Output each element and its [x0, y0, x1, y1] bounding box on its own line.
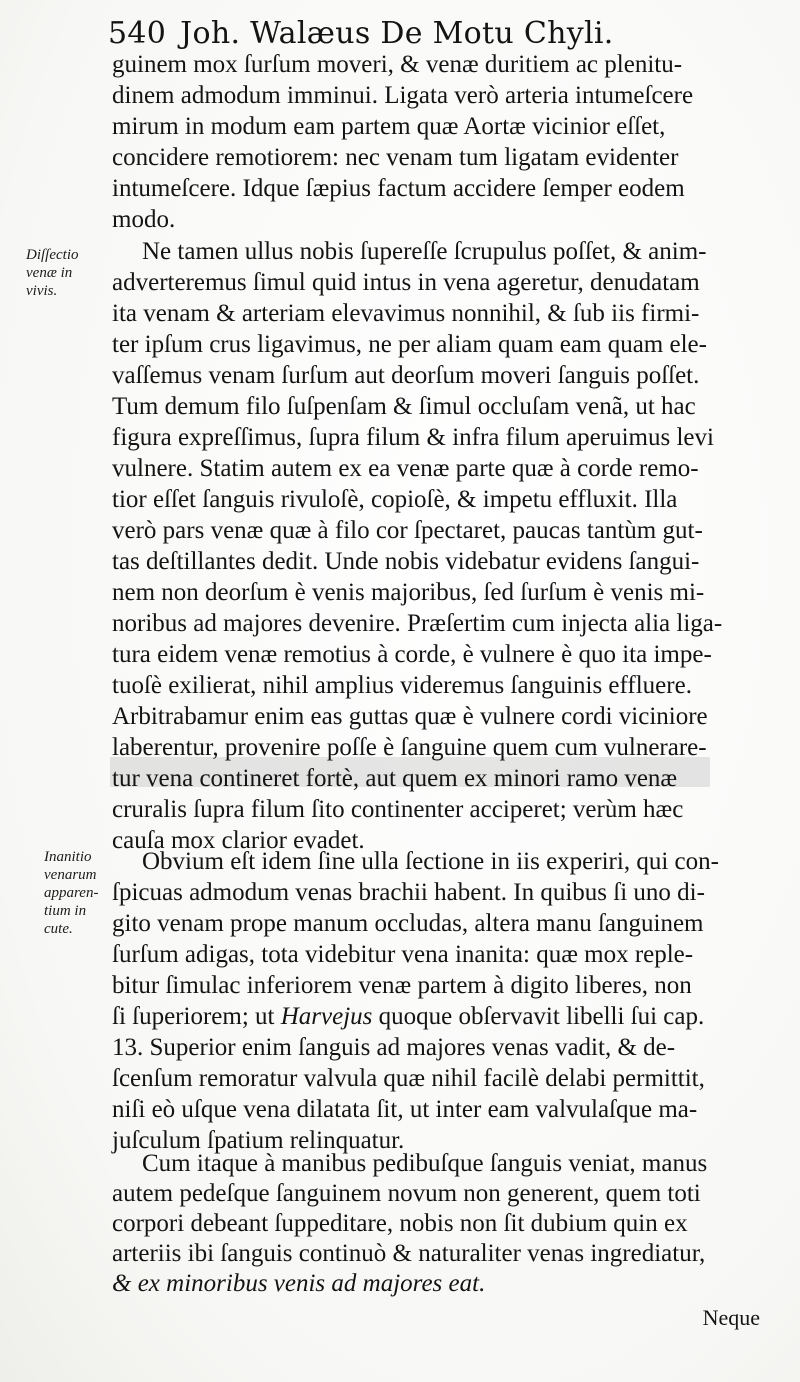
- running-title: Joh. Walæus De Motu Chyli.: [180, 16, 614, 51]
- text-line: ſurſum adigas, tota videbitur vena inanita: quæ mox reple-: [112, 941, 694, 968]
- text-line: verò pars venæ quæ à filo cor ſpectaret, paucas tantùm gut-: [112, 517, 703, 544]
- text-line: corpori debeant ſuppeditare, nobis non ſit dubium quin ex: [112, 1210, 688, 1237]
- text-line: noribus ad majores devenire. Præſertim cum injecta alia liga-: [112, 610, 723, 637]
- text-line: 13. Superior enim ſanguis ad majores venas vadit, & de-: [112, 1034, 676, 1061]
- text-line: tura eidem venæ remotius à corde, è vulnere è quo ita impe-: [112, 641, 712, 668]
- text-line: modo.: [112, 206, 176, 233]
- paragraph-4: [112, 1149, 772, 1299]
- page-header: [108, 14, 768, 54]
- text-line: Ne tamen ullus nobis ſupereſſe ſcrupulus poſſet, & anim-: [142, 238, 707, 265]
- text-line: cauſa mox clarior evadet.: [112, 827, 365, 854]
- text-line: laberentur, provenire poſſe è ſanguine quem cum vulnerare-: [112, 734, 707, 761]
- text-line-with-citation: [112, 1001, 772, 1032]
- text-line: niſi eò uſque vena dilatata ſit, ut inter eam valvulaſque ma-: [112, 1096, 698, 1123]
- marginal-line: apparen-: [44, 885, 99, 901]
- text-line: ſpicuas admodum venas brachii habent. In quibus ſi uno di-: [112, 879, 705, 906]
- text-line: nem non deorſum è venis majoribus, ſed ſurſum è venis mi-: [112, 579, 705, 606]
- text-line: vulnere. Statim autem ex ea venæ parte quæ à corde remo-: [112, 455, 699, 482]
- text-line: vaſſemus venam ſurſum aut deorſum moveri ſanguis poſſet.: [112, 362, 700, 389]
- text-line: guinem mox ſurſum moveri, & venæ duritiem ac plenitu-: [112, 51, 683, 78]
- paragraph-2: [112, 236, 772, 856]
- text-line: bitur ſimulac inferiorem venæ partem à digito liberes, non: [112, 972, 692, 999]
- text-line: ſcenſum remoratur valvula quæ nihil facilè delabi permittit,: [112, 1065, 705, 1092]
- marginal-note-1: [26, 246, 108, 300]
- text-line: concidere remotiorem: nec venam tum ligatam evidenter: [112, 144, 679, 171]
- text-line: juſculum ſpatium relinquatur.: [112, 1127, 405, 1154]
- text-line: gito venam prope manum occludas, altera manu ſanguinem: [112, 910, 704, 937]
- text-line: cruralis ſupra filum ſito continenter acciperet; verùm hæc: [112, 796, 684, 823]
- text-line: Arbitrabamur enim eas guttas quæ è vulnere cordi viciniore: [112, 703, 708, 730]
- marginal-line: Diſſectio: [26, 247, 79, 263]
- text-line: tas deſtillantes dedit. Unde nobis videbatur evidens ſangui-: [112, 548, 700, 575]
- text-line: autem pedeſque ſanguinem novum non generent, quem toti: [112, 1180, 701, 1207]
- text-line: dinem admodum imminui. Ligata verò arteria intumeſcere: [112, 82, 694, 109]
- text-line: tior eſſet ſanguis rivuloſè, copioſè, & impetu effluxit. Illa: [112, 486, 678, 513]
- marginal-line: Inanitio: [44, 849, 92, 865]
- text-line: tur vena contineret fortè, aut quem ex minori ramo venæ: [112, 765, 678, 792]
- text-line: ter ipſum crus ligavimus, ne per aliam quam eam quam ele-: [112, 331, 707, 358]
- text-line: Tum demum filo ſuſpenſam & ſimul occluſam venã, ut hac: [112, 393, 696, 420]
- text-segment: quoque obſervavit libelli ſui cap.: [372, 1003, 705, 1030]
- marginal-line: tium in: [44, 903, 87, 919]
- text-line: Cum itaque à manibus pedibuſque ſanguis veniat, manus: [142, 1150, 708, 1177]
- italic-text-line: & ex minoribus venis ad majores eat.: [112, 1270, 486, 1297]
- text-line: intumeſcere. Idque ſæpius factum accidere ſemper eodem: [112, 175, 685, 202]
- page-number: 540: [108, 16, 167, 51]
- marginal-line: vivis.: [26, 283, 58, 299]
- text-line: Obvium eſt idem ſine ulla ſectione in iis experiri, qui con-: [142, 848, 719, 875]
- text-line: adverteremus ſimul quid intus in vena ageretur, denudatam: [112, 269, 700, 296]
- text-line: tuoſè exilierat, nihil amplius videremus ſanguinis effluere.: [112, 672, 692, 699]
- marginal-line: cute.: [44, 921, 73, 937]
- text-line: ita venam & arteriam elevavimus nonnihil, & ſub iis firmi-: [112, 300, 700, 327]
- paragraph-3: [112, 846, 772, 1156]
- paragraph-1: [112, 49, 772, 235]
- text-line: figura expreſſimus, ſupra filum & infra filum aperuimus levi: [112, 424, 714, 451]
- text-line: arteriis ibi ſanguis continuò & naturaliter venas ingrediatur,: [112, 1240, 706, 1267]
- text-segment: ſi ſuperiorem; ut: [112, 1003, 281, 1030]
- text-line: mirum in modum eam partem quæ Aortæ vicinior eſſet,: [112, 113, 666, 140]
- marginal-line: venæ in: [26, 265, 73, 281]
- cited-author-name: Harvejus: [280, 1003, 373, 1030]
- marginal-line: venarum: [44, 867, 97, 883]
- catchword: Neque: [702, 1305, 760, 1330]
